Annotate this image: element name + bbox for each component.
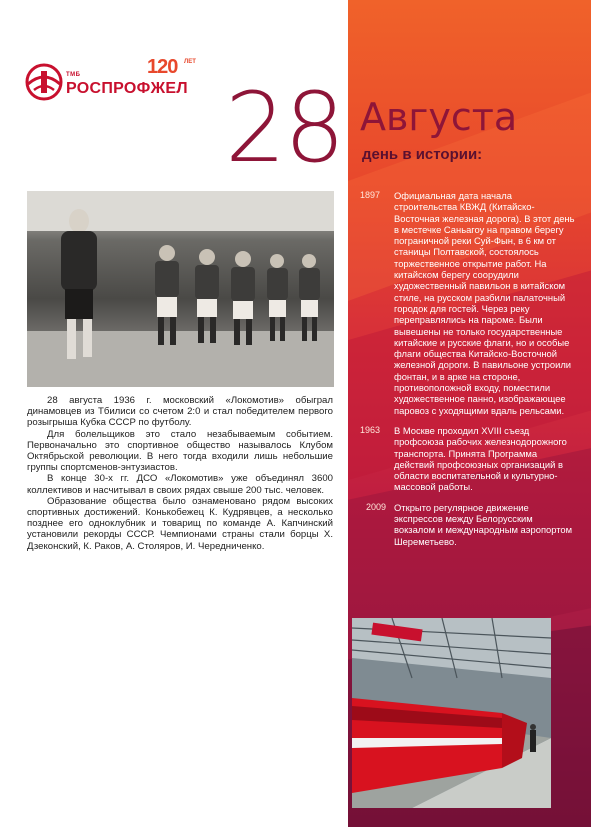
event-text: В Москве проходил XVIII съезд профсоюза рабочих железнодорожного транспорта. Принята Программа действий профсоюзных организаций в области воспитательной и культурно-массовой работы. bbox=[394, 424, 567, 493]
rosprofzhel-logo bbox=[24, 56, 204, 106]
football-team-photo bbox=[27, 191, 334, 387]
anniversary-word: ЛЕТ bbox=[184, 59, 196, 65]
history-event bbox=[360, 190, 575, 416]
event-text: Официальная дата начала строительства КВЖД (Китайско-Восточная железная дорога). В этот день в местечке Саньагоу на правом берегу пограничной реки Суй-Фын, в 6 км от станицы Полтавской, состоялось торжественное открытие работ. На китайском берегу соорудили художественный павильон в китайском стиле, на русском разбили палаточный городок для гостей. Через реку переправлялись на пароме. Были вывешены не только государственные китайские и русские флаги, но и особые флаги общества Китайско-Восточной железной дороги. В павильоне устроили фонтан, и в арке на стороне, противоположной входу, поместили художественное панно, изображающее паровоз с уходящими вдаль рельсами. bbox=[394, 190, 575, 416]
history-event bbox=[360, 425, 575, 493]
history-event bbox=[360, 502, 575, 547]
train-photo-illustration bbox=[352, 618, 551, 808]
article-paragraph: Образование общества было ознаменовано рядом высоких спортивных достижений. Конькобежец К. Кудрявцев, а несколько позднее его одноклубник и товарищ по команде А. Капчинский установили рекорды СССР. Чемпионами страны стали борцы Х. Дзеконский, К. Раков, А. Столяров, И. Чередниченко. bbox=[27, 495, 333, 552]
article-paragraph: Для болельщиков это стало незабываемым событием. Первоначально это спортивное общество называлось Клубом Октябрьской революции. В него тогда входили лишь небольшие группы спортсменов-энтузиастов. bbox=[27, 428, 333, 474]
event-year: 2009 bbox=[366, 501, 387, 512]
date-day: 28 bbox=[225, 72, 344, 184]
date-month: Августа bbox=[360, 95, 518, 139]
event-year: 1963 bbox=[360, 424, 381, 435]
history-events-list bbox=[360, 190, 575, 556]
article-paragraph: В конце 30-х гг. ДСО «Локомотив» уже объединял 3600 коллективов и насчитывал в своих рядах свыше 200 тыс. человек. bbox=[27, 473, 333, 496]
railway-emblem-icon bbox=[24, 62, 64, 102]
main-article bbox=[27, 395, 333, 552]
article-paragraph: 28 августа 1936 г. московский «Локомотив» обыграл динамовцев из Тбилиси со счетом 2:0 и стал победителем первого розыгрыша Кубка СССР по футболу. bbox=[27, 395, 333, 429]
logo-name: РОСПРОФЖЕЛ bbox=[66, 80, 188, 97]
anniversary-number: 120 bbox=[147, 56, 178, 78]
event-text: Открыто регулярное движение экспрессов между Белорусским вокзалом и международным аэропортом Шереметьево. bbox=[394, 501, 573, 547]
logo-small-text: ТМБ bbox=[66, 72, 81, 78]
football-photo-illustration bbox=[27, 191, 334, 387]
event-year: 1897 bbox=[360, 190, 381, 200]
express-train-photo bbox=[352, 618, 551, 808]
page-subtitle: день в истории: bbox=[362, 146, 483, 163]
